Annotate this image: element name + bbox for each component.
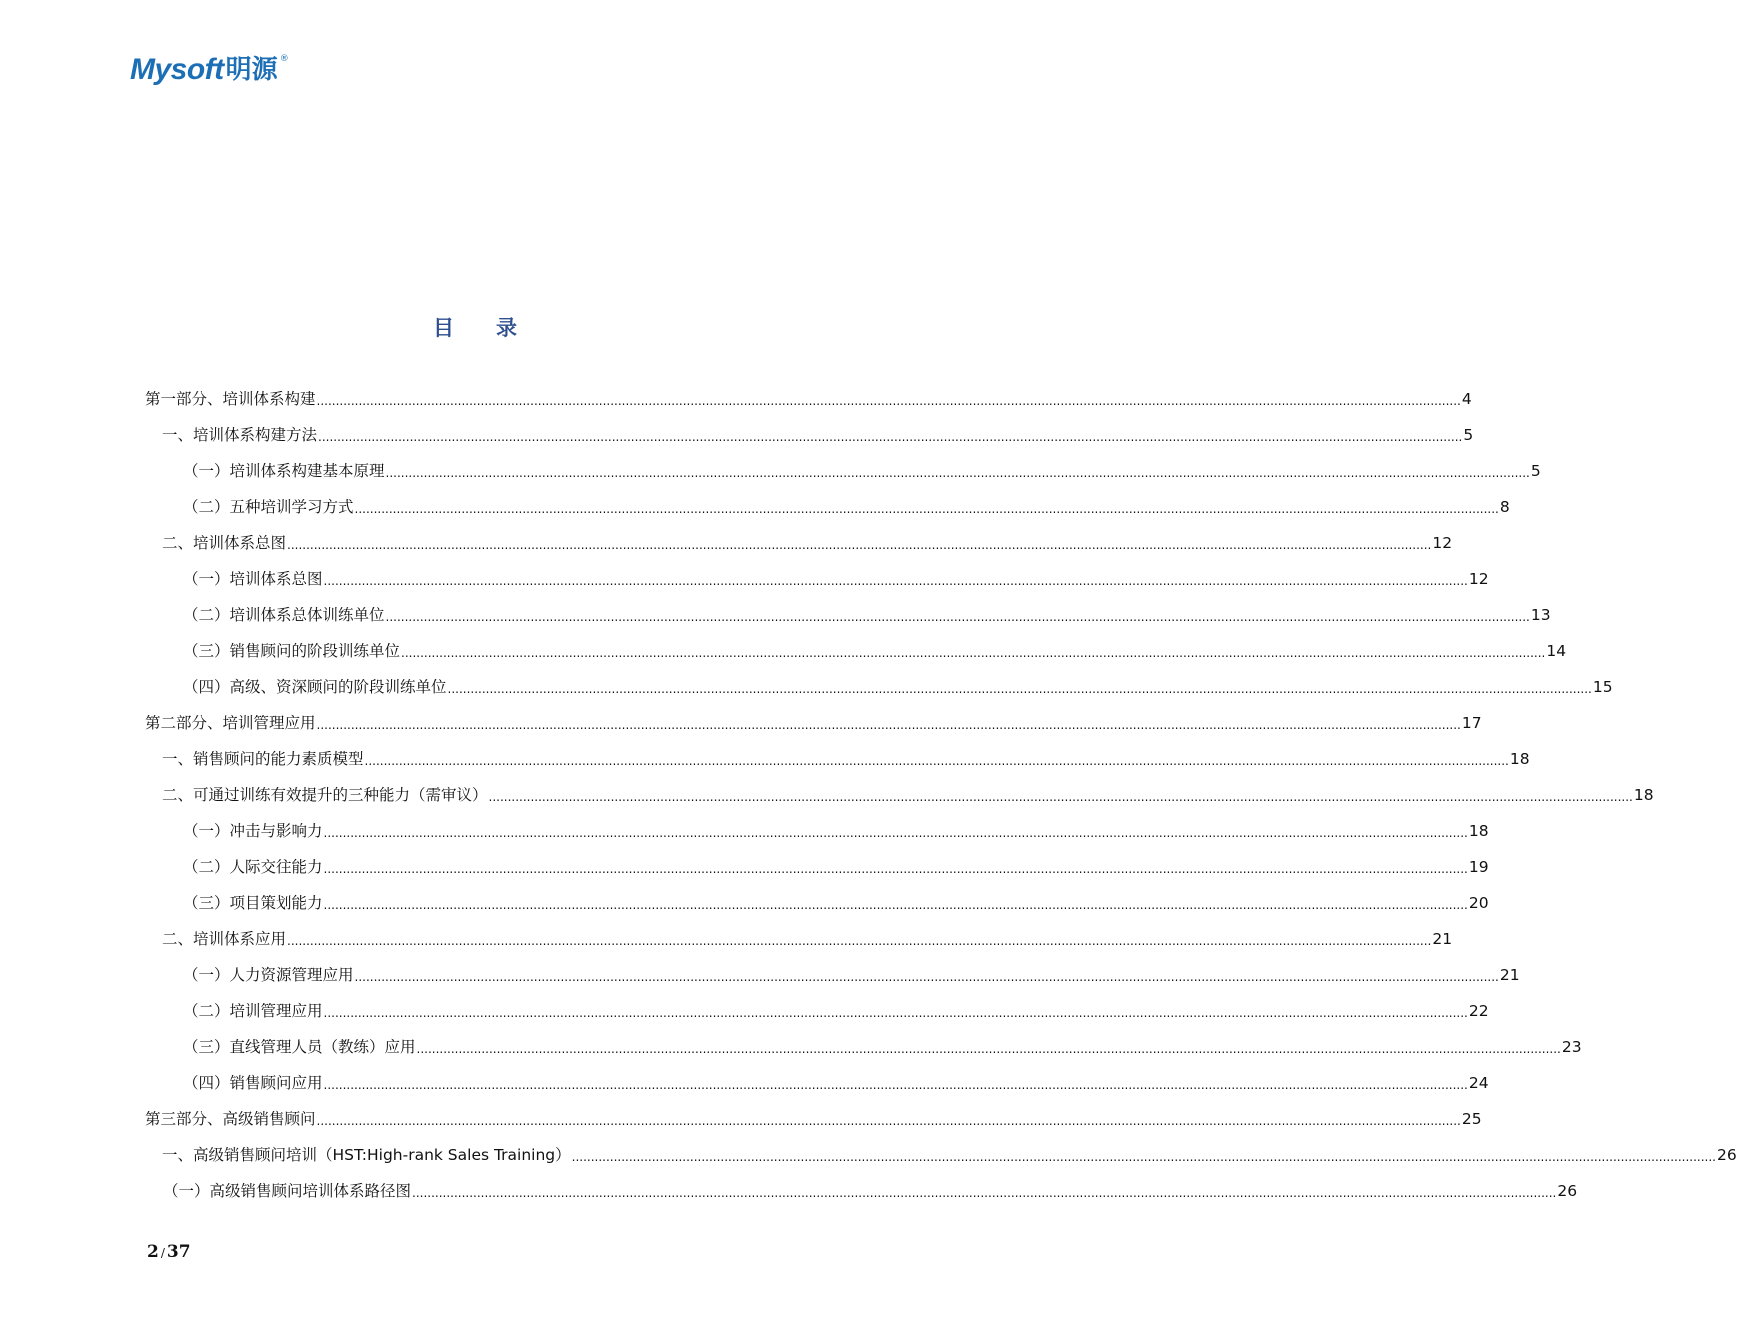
toc-leader-dots: ............................................................................................................................................................................................................................................................................................................ xyxy=(318,430,1463,444)
toc-entry[interactable] xyxy=(0,921,1453,957)
toc-entry[interactable] xyxy=(0,417,1474,453)
toc-leader-dots: ............................................................................................................................................................................................................................................................................................................ xyxy=(447,682,1592,696)
toc-entry-page: 17 xyxy=(1461,714,1482,732)
toc-entry[interactable] xyxy=(0,813,1489,849)
toc-entry[interactable] xyxy=(0,741,1530,777)
toc-entry[interactable] xyxy=(0,1173,1578,1209)
toc-entry-page: 22 xyxy=(1468,1002,1489,1020)
toc-entry-label: 第一部分、培训体系构建 xyxy=(145,390,316,408)
toc-leader-dots: ............................................................................................................................................................................................................................................................................................................ xyxy=(323,1006,1468,1020)
toc-entry[interactable] xyxy=(0,597,1551,633)
toc-entry-label: 一、培训体系构建方法 xyxy=(162,426,318,444)
toc-leader-dots: ............................................................................................................................................................................................................................................................................................................ xyxy=(323,1078,1468,1092)
toc-entry-page: 5 xyxy=(1530,462,1541,480)
toc-entry-label: 第二部分、培训管理应用 xyxy=(145,714,316,732)
toc-entry-label: （一）培训体系总图 xyxy=(183,570,323,588)
toc-entry-label: （三）销售顾问的阶段训练单位 xyxy=(183,642,401,660)
toc-entry[interactable] xyxy=(0,453,1541,489)
toc-entry-label: 二、培训体系总图 xyxy=(162,534,287,552)
total-pages: 37 xyxy=(166,1242,191,1262)
toc-leader-dots: ............................................................................................................................................................................................................................................................................................................ xyxy=(316,1114,1461,1128)
logo-chinese-text: 明源 xyxy=(225,55,278,85)
toc-leader-dots: ............................................................................................................................................................................................................................................................................................................ xyxy=(488,790,1633,804)
toc-entry-page: 8 xyxy=(1499,498,1510,516)
toc-leader-dots: ............................................................................................................................................................................................................................................................................................................ xyxy=(412,1186,1557,1200)
toc-entry-label: （二）培训体系总体训练单位 xyxy=(183,606,385,624)
toc-entry[interactable] xyxy=(0,561,1489,597)
toc-entry-label: 一、高级销售顾问培训（HST:High-rank Sales Training） xyxy=(162,1146,571,1164)
toc-entry[interactable] xyxy=(0,1029,1582,1065)
toc-leader-dots: ............................................................................................................................................................................................................................................................................................................ xyxy=(385,466,1530,480)
toc-entry-label: 二、可通过训练有效提升的三种能力（需审议） xyxy=(162,786,488,804)
toc-entry-page: 21 xyxy=(1499,966,1520,984)
toc-leader-dots: ............................................................................................................................................................................................................................................................................................................ xyxy=(401,646,1546,660)
toc-entry-label: 第三部分、高级销售顾问 xyxy=(145,1110,316,1128)
toc-entry[interactable] xyxy=(0,993,1489,1029)
toc-entry-page: 4 xyxy=(1461,390,1472,408)
toc-entry-page: 19 xyxy=(1468,858,1489,876)
company-logo xyxy=(130,52,289,92)
toc-entry-page: 26 xyxy=(1716,1146,1737,1164)
toc-entry-page: 18 xyxy=(1633,786,1654,804)
toc-entry-page: 15 xyxy=(1592,678,1613,696)
toc-entry-label: （二）五种培训学习方式 xyxy=(183,498,354,516)
toc-leader-dots: ............................................................................................................................................................................................................................................................................................................ xyxy=(385,610,1530,624)
toc-leader-dots: ............................................................................................................................................................................................................................................................................................................ xyxy=(354,502,1499,516)
toc-entry[interactable] xyxy=(0,885,1489,921)
toc-entry[interactable] xyxy=(0,525,1453,561)
toc-entry-page: 13 xyxy=(1530,606,1551,624)
toc-entry-label: （一）冲击与影响力 xyxy=(183,822,323,840)
toc-entry-label: （一）人力资源管理应用 xyxy=(183,966,354,984)
toc-leader-dots: ............................................................................................................................................................................................................................................................................................................ xyxy=(354,970,1499,984)
toc-entry[interactable] xyxy=(0,633,1567,669)
toc-entry[interactable] xyxy=(0,1065,1489,1101)
table-of-contents xyxy=(0,381,1737,1209)
toc-entry-label: （三）项目策划能力 xyxy=(183,894,323,912)
toc-leader-dots: ............................................................................................................................................................................................................................................................................................................ xyxy=(316,394,1461,408)
toc-entry-label: （一）培训体系构建基本原理 xyxy=(183,462,385,480)
page-number xyxy=(147,1242,191,1262)
toc-entry[interactable] xyxy=(0,381,1472,417)
toc-leader-dots: ............................................................................................................................................................................................................................................................................................................ xyxy=(287,934,1432,948)
toc-entry[interactable] xyxy=(0,957,1520,993)
toc-title: 目录 xyxy=(433,316,559,340)
toc-entry-page: 18 xyxy=(1468,822,1489,840)
toc-entry-page: 23 xyxy=(1561,1038,1582,1056)
toc-entry[interactable] xyxy=(0,489,1510,525)
registered-mark: ® xyxy=(279,54,289,64)
toc-entry-label: （二）培训管理应用 xyxy=(183,1002,323,1020)
toc-entry[interactable] xyxy=(0,705,1482,741)
toc-entry-label: （一）高级销售顾问培训体系路径图 xyxy=(163,1182,412,1200)
toc-entry-label: （三）直线管理人员（教练）应用 xyxy=(183,1038,416,1056)
toc-entry-page: 21 xyxy=(1432,930,1453,948)
toc-leader-dots: ............................................................................................................................................................................................................................................................................................................ xyxy=(323,574,1468,588)
current-page: 2 xyxy=(147,1242,159,1262)
toc-entry[interactable] xyxy=(0,849,1489,885)
toc-entry[interactable] xyxy=(0,1137,1737,1173)
toc-entry-page: 26 xyxy=(1557,1182,1578,1200)
toc-leader-dots: ............................................................................................................................................................................................................................................................................................................ xyxy=(364,754,1509,768)
toc-entry-label: （四）销售顾问应用 xyxy=(183,1074,323,1092)
toc-leader-dots: ............................................................................................................................................................................................................................................................................................................ xyxy=(316,718,1461,732)
toc-entry-page: 12 xyxy=(1468,570,1489,588)
toc-entry-page: 25 xyxy=(1461,1110,1482,1128)
toc-entry[interactable] xyxy=(0,669,1613,705)
toc-entry-page: 5 xyxy=(1463,426,1474,444)
toc-leader-dots: ............................................................................................................................................................................................................................................................................................................ xyxy=(323,898,1468,912)
toc-entry-page: 14 xyxy=(1546,642,1567,660)
toc-entry-page: 12 xyxy=(1432,534,1453,552)
toc-entry-page: 18 xyxy=(1509,750,1530,768)
toc-entry-label: （二）人际交往能力 xyxy=(183,858,323,876)
toc-entry[interactable] xyxy=(0,1101,1482,1137)
toc-entry-page: 24 xyxy=(1468,1074,1489,1092)
page-separator: / xyxy=(160,1246,165,1260)
toc-leader-dots: ............................................................................................................................................................................................................................................................................................................ xyxy=(287,538,1432,552)
toc-entry-label: 一、销售顾问的能力素质模型 xyxy=(162,750,364,768)
toc-entry-page: 20 xyxy=(1468,894,1489,912)
toc-leader-dots: ............................................................................................................................................................................................................................................................................................................ xyxy=(571,1150,1716,1164)
toc-entry[interactable] xyxy=(0,777,1654,813)
toc-leader-dots: ............................................................................................................................................................................................................................................................................................................ xyxy=(323,862,1468,876)
logo-latin-text: Mysoft xyxy=(130,53,224,86)
toc-entry-label: （四）高级、资深顾问的阶段训练单位 xyxy=(183,678,447,696)
toc-leader-dots: ............................................................................................................................................................................................................................................................................................................ xyxy=(416,1042,1561,1056)
toc-entry-label: 二、培训体系应用 xyxy=(162,930,287,948)
toc-leader-dots: ............................................................................................................................................................................................................................................................................................................ xyxy=(323,826,1468,840)
